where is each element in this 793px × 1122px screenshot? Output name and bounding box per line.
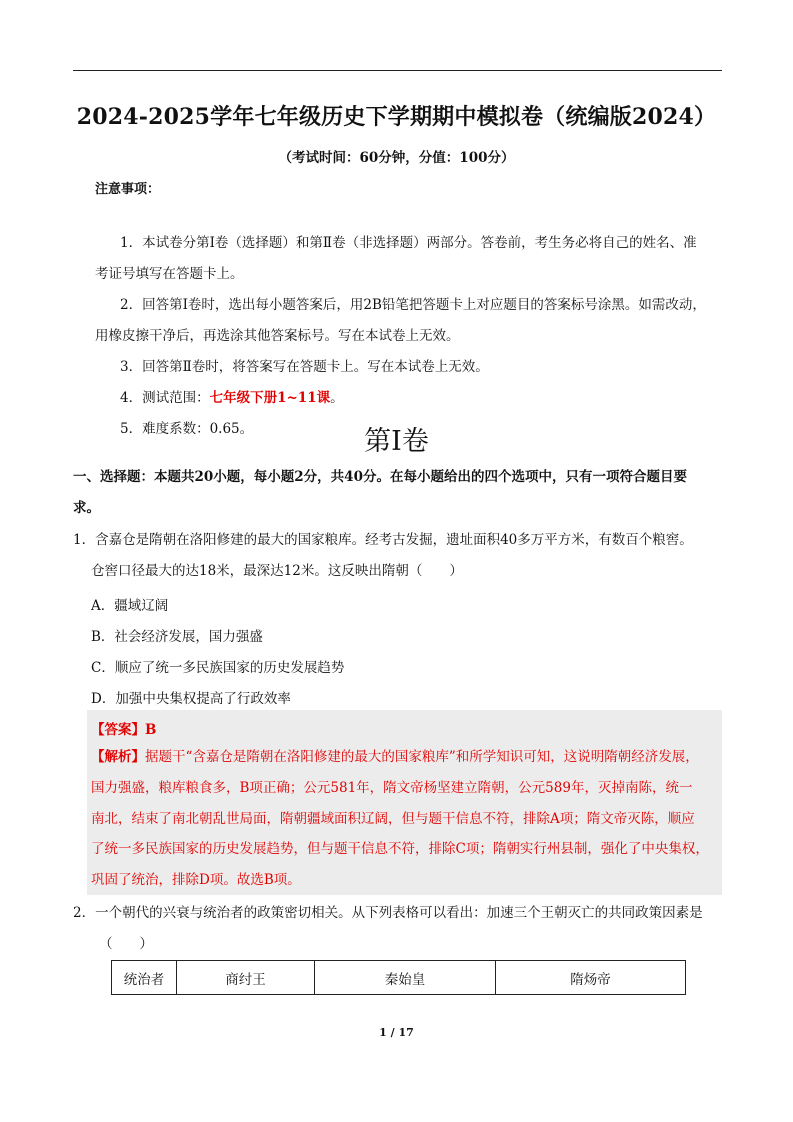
note-4-suffix: 。 [330, 390, 344, 406]
section-line-2: 求。 [73, 500, 100, 516]
note-2-line-2: 用橡皮擦干净后，再选涂其他答案标号。写在本试卷上无效。 [95, 328, 460, 344]
analysis-line-1 [91, 742, 721, 773]
volume-title: 第Ⅰ卷 [364, 426, 429, 457]
answer-tag: 【答案】 [91, 722, 145, 738]
q2-line-2: （ ） [99, 936, 153, 952]
table-header-cell: 秦始皇 [315, 961, 496, 995]
analysis-line-2: 国力强盛，粮库粮食多，B项正确；公元581年，隋文帝杨坚建立隋朝，公元589年，灭掉南陈，统一 [91, 779, 693, 796]
q1-line-1: 1．含嘉仓是隋朝在洛阳修建的最大的国家粮库。经考古发掘，遗址面积40多万平方米，有数百个粮窖。 [73, 532, 693, 548]
analysis-text-1: 据题干“含嘉仓是隋朝在洛阳修建的最大的国家粮库”和所学知识可知，这说明隋朝经济发展， [145, 749, 699, 765]
section-heading [73, 462, 723, 524]
q1-answer [91, 718, 156, 738]
table-row [112, 961, 686, 995]
header-rule [73, 70, 722, 71]
note-2-line-1: 2．回答第Ⅰ卷时，选出每小题答案后，用2B铅笔把答题卡上对应题目的答案标号涂黑。如需改动， [120, 297, 706, 313]
q1-option-d: D．加强中央集权提高了行政效率 [91, 691, 291, 707]
analysis-tag: 【解析】 [91, 749, 145, 765]
test-range: 七年级下册1~11课 [209, 390, 331, 406]
note-5: 5．难度系数：0.65。 [120, 421, 254, 437]
notes-heading: 注意事项： [95, 182, 161, 197]
table-header-cell: 商纣王 [177, 961, 315, 995]
analysis-line-4: 了统一多民族国家的历史发展趋势，但与题干信息不符，排除C项；隋朝实行州县制，强化了中央集权， [91, 841, 709, 858]
note-1-line-1: 1．本试卷分第Ⅰ卷（选择题）和第Ⅱ卷（非选择题）两部分。答卷前，考生务必将自己的姓名、准 [120, 235, 697, 251]
q2-line-1: 2．一个朝代的兴衰与统治者的政策密切相关。从下列表格可以看出：加速三个王朝灭亡的共同政策因素是 [73, 905, 703, 921]
note-4 [120, 383, 344, 414]
q1-line-2: 仓窖口径最大的达18米，最深达12米。这反映出隋朝（ ） [91, 563, 463, 579]
q1-analysis [91, 742, 721, 896]
page-number: 1 / 17 [379, 1026, 414, 1039]
q1-option-a: A．疆域辽阔 [91, 598, 169, 614]
analysis-line-5: 巩固了统治，排除D项。故选B项。 [91, 872, 301, 889]
q2-table [111, 960, 686, 995]
analysis-line-3: 南北，结束了南北朝乱世局面，隋朝疆域面积辽阔，但与题干信息不符，排除A项；隋文帝灭陈，顺应 [91, 810, 695, 827]
note-4-prefix: 4．测试范围： [120, 390, 210, 406]
exam-subtitle: （考试时间：60分钟，分值：100分） [278, 150, 515, 166]
note-3: 3．回答第Ⅱ卷时，将答案写在答题卡上。写在本试卷上无效。 [120, 359, 489, 375]
note-1-line-2: 考证号填写在答题卡上。 [95, 266, 244, 282]
answer-value: B [145, 722, 157, 738]
q1-option-c: C．顺应了统一多民族国家的历史发展趋势 [91, 660, 345, 676]
table-header-cell: 隋炀帝 [496, 961, 686, 995]
section-line-1: 一、选择题：本题共20小题，每小题2分，共40分。在每小题给出的四个选项中，只有一项符合题目要 [73, 469, 687, 485]
exam-title: 2024-2025学年七年级历史下学期期中模拟卷（统编版2024） [76, 104, 717, 130]
table-header-cell: 统治者 [112, 961, 177, 995]
q1-option-b: B．社会经济发展，国力强盛 [91, 629, 263, 645]
